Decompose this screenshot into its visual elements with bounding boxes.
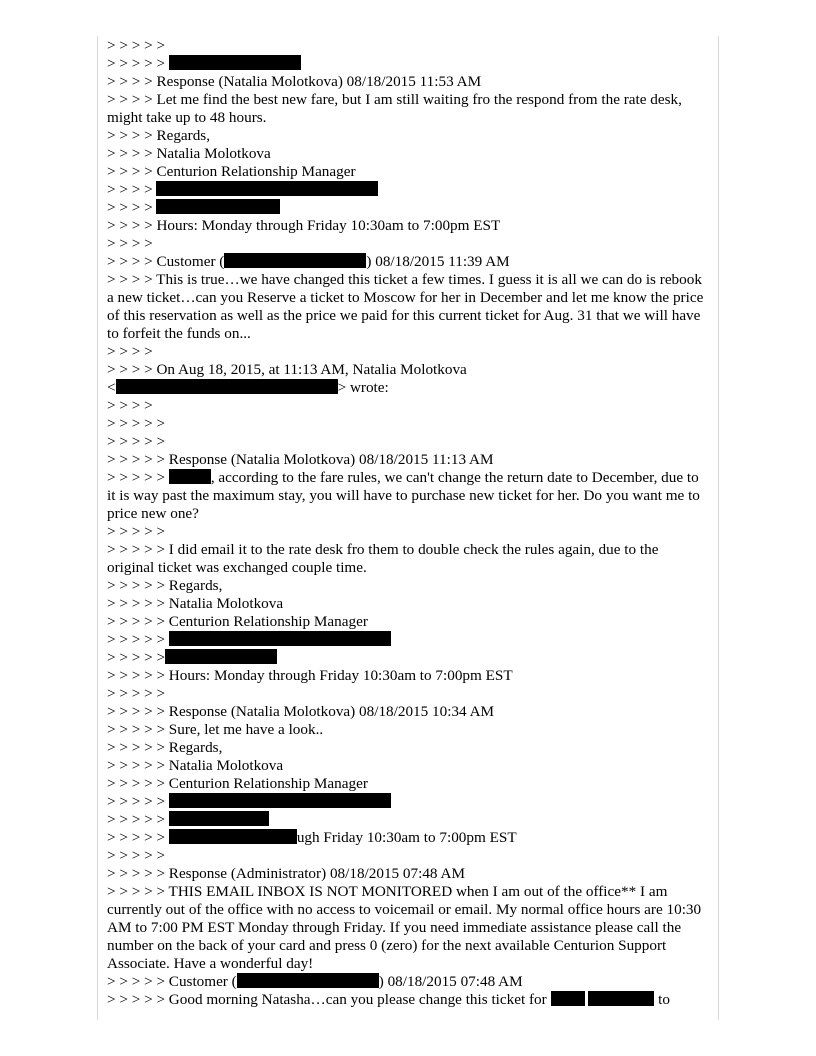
text-line <box>107 775 707 793</box>
page-border-right <box>718 36 719 1020</box>
line-text: to <box>654 991 670 1008</box>
text-line <box>107 829 707 847</box>
text-line <box>107 613 707 631</box>
text-line <box>107 469 707 523</box>
text-line <box>107 595 707 613</box>
text-line <box>107 703 707 721</box>
redaction-block <box>169 55 301 70</box>
line-text: > > > > > Response (Natalia Molotkova) 08/18/2015 11:13 AM <box>107 451 494 468</box>
line-text: ugh Friday 10:30am to 7:00pm EST <box>296 829 517 846</box>
text-line <box>107 181 707 199</box>
line-text: > > > > > <box>107 55 169 72</box>
text-line <box>107 55 707 73</box>
text-line <box>107 739 707 757</box>
text-line <box>107 793 707 811</box>
line-text: > > > > > Centurion Relationship Manager <box>107 775 368 792</box>
text-line <box>107 757 707 775</box>
redaction-block <box>169 631 391 646</box>
line-text: > > > > > Sure, let me have a look.. <box>107 721 324 738</box>
line-text: > > > > > <box>107 685 166 702</box>
text-line <box>107 91 707 127</box>
line-text: > > > > > <box>107 433 166 450</box>
text-line <box>107 361 707 379</box>
redaction-block <box>156 181 378 196</box>
line-text: > > > > <box>107 397 153 414</box>
line-text: > > > > > Hours: Monday through Friday 10:30am to 7:00pm EST <box>107 667 513 684</box>
line-text: ) 08/18/2015 11:39 AM <box>366 253 510 270</box>
text-line <box>107 379 707 397</box>
line-text: > > > > > Response (Administrator) 08/18/2015 07:48 AM <box>107 865 465 882</box>
line-text: > > > > > <box>107 829 169 846</box>
line-text: > > > > <box>107 343 153 360</box>
line-text: > > > > > <box>107 811 169 828</box>
line-text: > > > > > <box>107 523 166 540</box>
redaction-block <box>169 811 269 826</box>
text-line <box>107 271 707 343</box>
line-text: > > > > > <box>107 793 169 810</box>
line-text: < <box>107 379 116 396</box>
email-thread-body <box>107 37 707 1009</box>
redaction-block <box>169 469 211 484</box>
redaction-block <box>224 253 366 268</box>
redaction-block <box>169 793 391 808</box>
page-border-left <box>97 36 98 1020</box>
line-text: > > > > > Natalia Molotkova <box>107 757 284 774</box>
redaction-block <box>588 991 654 1006</box>
line-text: > > > > > Good morning Natasha…can you please change this ticket for <box>107 991 551 1008</box>
text-line <box>107 253 707 271</box>
text-line <box>107 73 707 91</box>
text-line <box>107 631 707 649</box>
line-text: > > > > > <box>107 631 169 648</box>
text-line <box>107 37 707 55</box>
text-line <box>107 199 707 217</box>
text-line <box>107 991 707 1009</box>
line-text: > > > > > Customer ( <box>107 973 237 990</box>
line-text: > > > > Customer ( <box>107 253 225 270</box>
line-text: , according to the fare rules, we can't change the return date to December, due to it is way past the maximum stay, you will have to purchase new ticket for her. Do you want me to price new one? <box>107 469 704 522</box>
redaction-block <box>551 991 585 1006</box>
line-text: > > > > On Aug 18, 2015, at 11:13 AM, Natalia Molotkova <box>107 361 467 378</box>
text-line <box>107 649 707 667</box>
line-text: > > > > Centurion Relationship Manager <box>107 163 356 180</box>
line-text: > > > > Let me find the best new fare, but I am still waiting fro the respond from the rate desk, might take up to 48 hours. <box>107 91 686 126</box>
line-text: > > > > > Centurion Relationship Manager <box>107 613 368 630</box>
text-line <box>107 523 707 541</box>
text-line <box>107 721 707 739</box>
line-text: > > > > Regards, <box>107 127 211 144</box>
text-line <box>107 163 707 181</box>
text-line <box>107 235 707 253</box>
line-text: > > > > This is true…we have changed this ticket a few times. I guess it is all we can do is rebook a new ticket…can you Reserve a ticket to Moscow for her in December and let me know the price of this reservation as well as the price we paid for this current ticket for Aug. 31 that we will have to forfeit the funds on... <box>107 271 708 342</box>
line-text: > > > > Response (Natalia Molotkova) 08/18/2015 11:53 AM <box>107 73 482 90</box>
text-line <box>107 415 707 433</box>
text-line <box>107 577 707 595</box>
line-text: > > > > > Regards, <box>107 739 223 756</box>
text-line <box>107 397 707 415</box>
line-text: > > > > > THIS EMAIL INBOX IS NOT MONITORED when I am out of the office** I am currently out of the office with no access to voicemail or email. My normal office hours are 10:30 AM to 7:00 PM EST Monday through Friday. If you need immediate assistance please call the number on the back of your card and press 0 (zero) for the next available Centurion Support Associate. Have a wonderful day! <box>107 883 705 972</box>
line-text: > > > > <box>107 199 157 216</box>
line-text: > > > > > Regards, <box>107 577 223 594</box>
line-text: > > > > > <box>107 37 166 54</box>
line-text: > wrote: <box>337 379 389 396</box>
line-text: > > > > > I did email it to the rate desk fro them to double check the rules again, due to the original ticket was exchanged couple time. <box>107 541 663 576</box>
redaction-block <box>156 199 280 214</box>
line-text: Hours: Monday through Friday 10:30am to 7:00pm EST <box>156 217 501 234</box>
text-line <box>107 685 707 703</box>
line-text: > > > > <box>107 235 153 252</box>
text-line <box>107 847 707 865</box>
line-text: > > > > > Natalia Molotkova <box>107 595 284 612</box>
line-text: > > > > > <box>107 649 166 666</box>
text-line <box>107 127 707 145</box>
text-line <box>107 811 707 829</box>
text-line <box>107 865 707 883</box>
line-text: > > > > > Response (Natalia Molotkova) 08/18/2015 10:34 AM <box>107 703 495 720</box>
text-line <box>107 541 707 577</box>
line-text: > > > > <box>107 181 157 198</box>
text-line <box>107 973 707 991</box>
text-line <box>107 433 707 451</box>
text-line <box>107 451 707 469</box>
line-text: ) 08/18/2015 07:48 AM <box>378 973 523 990</box>
redaction-block <box>169 829 297 844</box>
redaction-block <box>116 379 338 394</box>
text-line <box>107 217 707 235</box>
redaction-block <box>165 649 277 664</box>
line-text: > > > > > <box>107 847 166 864</box>
line-text: > > > > > <box>107 469 169 486</box>
text-line <box>107 667 707 685</box>
text-line <box>107 343 707 361</box>
redaction-block <box>237 973 379 988</box>
text-line <box>107 883 707 973</box>
line-text: > > > > Natalia Molotkova <box>107 145 271 162</box>
line-text: > > > > > <box>107 415 166 432</box>
line-text: > > > > <box>107 217 157 234</box>
text-line <box>107 145 707 163</box>
